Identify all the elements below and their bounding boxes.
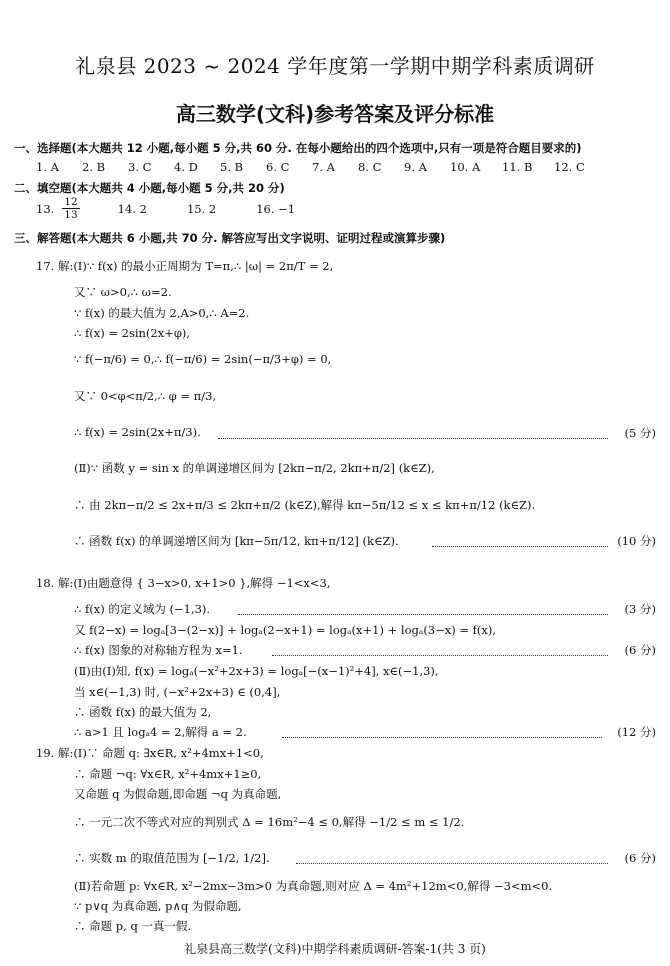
answer-14: 14. 2 — [117, 201, 147, 216]
answer-13-label: 13. — [36, 201, 55, 216]
leader-dots — [238, 614, 608, 615]
q17-line-8: (Ⅱ)∵ 函数 y = sin x 的单调递增区间为 [2kπ−π/2, 2kπ+π/2] (k∈Z), — [74, 461, 435, 475]
answer-item: 5. B — [220, 160, 244, 174]
answer-item: 10. A — [450, 160, 481, 174]
answer-15: 15. 2 — [186, 201, 217, 216]
q18-line-4: ∴ f(x) 图象的对称轴方程为 x=1. — [74, 643, 243, 657]
q17-line-1: 17. 解:(Ⅰ)∵ f(x) 的最小正周期为 T=π,∴ |ω| = 2π/T = 2, — [36, 259, 334, 273]
q18-line-5: (Ⅱ)由(Ⅰ)知, f(x) = logₐ(−x²+2x+3) = logₐ[−(x−1)²+4], x∈(−1,3), — [74, 664, 439, 678]
answer-item: 4. D — [174, 160, 198, 174]
leader-dots — [282, 737, 602, 738]
q17-line-6: 又∵ 0<φ<π/2,∴ φ = π/3, — [74, 389, 217, 403]
q18-score-1: (3 分) — [624, 602, 656, 616]
answer-item: 7. A — [312, 160, 335, 174]
section3-heading: 三、解答题(本大题共 6 小题,共 70 分. 解答应写出文字说明、证明过程或演算步骤) — [14, 231, 446, 245]
answer-item: 3. C — [128, 160, 152, 174]
answer-item: 12. C — [554, 160, 585, 174]
q17-line-3: ∵ f(x) 的最大值为 2,A>0,∴ A=2. — [74, 306, 250, 320]
q18-line-2: ∴ f(x) 的定义域为 (−1,3). — [74, 602, 211, 616]
answer-item: 6. C — [266, 160, 290, 174]
q18-line-8: ∴ a>1 且 logₐ4 = 2,解得 a = 2. — [74, 725, 247, 739]
fraction-denominator: 13 — [64, 209, 78, 221]
q19-line-4: ∴ 一元二次不等式对应的判别式 Δ = 16m²−4 ≤ 0,解得 −1/2 ≤ m ≤ 1/2. — [74, 815, 465, 829]
section2-heading: 二、填空题(本大题共 4 小题,每小题 5 分,共 20 分) — [14, 181, 285, 195]
fraction-numerator: 12 — [64, 196, 78, 208]
section1-heading: 一、选择题(本大题共 12 小题,每小题 5 分,共 60 分. 在每小题给出的四个选项中,只有一项是符合题目要求的) — [14, 141, 582, 155]
q19-line-3: 又命题 q 为假命题,即命题 ¬q 为真命题, — [74, 787, 282, 801]
leader-dots — [432, 546, 608, 547]
q19-line-8: ∴ 命题 p, q 一真一假. — [74, 919, 192, 933]
q18-line-7: ∴ 函数 f(x) 的最大值为 2, — [74, 705, 212, 719]
page-footer: 礼泉县高三数学(文科)中期学科素质调研-答案-1(共 3 页) — [184, 942, 486, 956]
q17-line-7: ∴ f(x) = 2sin(2x+π/3). — [74, 425, 201, 439]
leader-dots — [218, 438, 608, 439]
q19-line-5: ∴ 实数 m 的取值范围为 [−1/2, 1/2]. — [74, 851, 270, 865]
q19-line-1: 19. 解:(Ⅰ)∵ 命题 q: ∃x∈R, x²+4mx+1<0, — [36, 746, 264, 760]
q17-score-2: (10 分) — [617, 534, 656, 548]
q18-score-2: (6 分) — [624, 643, 656, 657]
q19-line-7: ∵ p∨q 为真命题, p∧q 为假命题, — [74, 899, 242, 913]
answer-item: 2. B — [82, 160, 106, 174]
q18-line-6: 当 x∈(−1,3) 时, (−x²+2x+3) ∈ (0,4], — [74, 685, 281, 699]
q17-line-5: ∵ f(−π/6) = 0,∴ f(−π/6) = 2sin(−π/3+φ) = 0, — [74, 352, 332, 366]
answer-item: 11. B — [502, 160, 533, 174]
q19-line-2: ∴ 命题 ¬q: ∀x∈R, x²+4mx+1≥0, — [74, 767, 262, 781]
leader-dots — [296, 863, 608, 864]
q17-line-4: ∴ f(x) = 2sin(2x+φ), — [74, 326, 191, 340]
q17-score-1: (5 分) — [624, 426, 656, 440]
q19-line-6: (Ⅱ)若命题 p: ∀x∈R, x²−2mx−3m>0 为真命题,则对应 Δ = 4m²+12m<0,解得 −3<m<0. — [74, 879, 553, 893]
section1-answers — [36, 160, 606, 174]
q17-line-10: ∴ 函数 f(x) 的单调递增区间为 [kπ−5π/12, kπ+π/12] (k∈Z). — [74, 534, 399, 548]
q18-line-1: 18. 解:(Ⅰ)由题意得 { 3−x>0, x+1>0 },解得 −1<x<3, — [36, 576, 331, 590]
q18-line-3: 又 f(2−x) = logₐ[3−(2−x)] + logₐ(2−x+1) = logₐ(x+1) + logₐ(3−x) = f(x), — [74, 623, 497, 637]
answer-16: 16. −1 — [256, 201, 296, 216]
q19-score-1: (6 分) — [624, 851, 656, 865]
section2-answers — [36, 196, 295, 221]
document-title: 礼泉县 2023 ~ 2024 学年度第一学期中期学科素质调研 — [75, 54, 595, 78]
q18-score-3: (12 分) — [617, 725, 656, 739]
leader-dots — [272, 655, 608, 656]
q17-line-9: ∴ 由 2kπ−π/2 ≤ 2x+π/3 ≤ 2kπ+π/2 (k∈Z),解得 kπ−5π/12 ≤ x ≤ kπ+π/12 (k∈Z). — [74, 498, 536, 512]
answer-item: 1. A — [36, 160, 59, 174]
answer-item: 9. A — [404, 160, 427, 174]
answer-item: 8. C — [358, 160, 382, 174]
q17-line-2: 又∵ ω>0,∴ ω=2. — [74, 285, 172, 299]
document-subtitle: 高三数学(文科)参考答案及评分标准 — [175, 102, 495, 126]
answer-13-fraction — [62, 196, 79, 221]
